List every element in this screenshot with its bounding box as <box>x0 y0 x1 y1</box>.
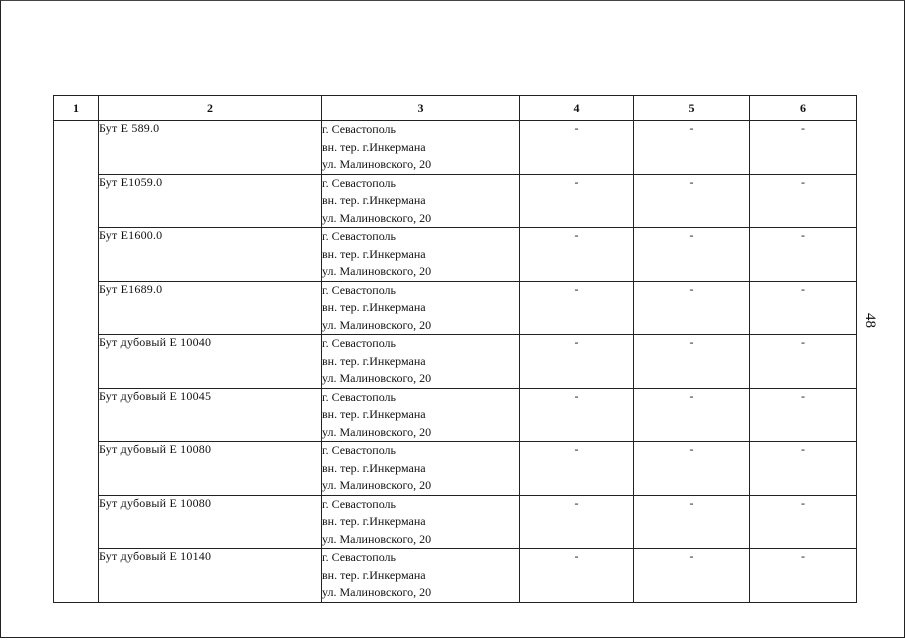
address-line: ул. Малиновского, 20 <box>322 157 432 171</box>
address-cell <box>322 442 520 496</box>
item-name-cell: Бут дубовый Е 10140 <box>99 549 322 603</box>
address-line: вн. тер. г.Инкермана <box>322 407 426 421</box>
address-cell <box>322 549 520 603</box>
table-row <box>54 442 857 496</box>
value-cell-6: - <box>750 442 857 496</box>
address-cell <box>322 121 520 175</box>
table-row <box>54 174 857 228</box>
address-line: г. Севастополь <box>322 550 397 564</box>
value-cell-4: - <box>520 442 634 496</box>
address-line: г. Севастополь <box>322 443 397 457</box>
table-row <box>54 388 857 442</box>
address-line: ул. Малиновского, 20 <box>322 478 432 492</box>
header-col-4: 4 <box>520 96 634 121</box>
address-cell <box>322 388 520 442</box>
address-cell <box>322 335 520 389</box>
address-line: вн. тер. г.Инкермана <box>322 567 426 582</box>
address-line: г. Севастополь <box>322 229 397 243</box>
header-col-1: 1 <box>54 96 99 121</box>
row-number-cell <box>54 121 99 603</box>
item-name-cell: Бут дубовый Е 10080 <box>99 442 322 496</box>
address-line: вн. тер. г.Инкермана <box>322 193 426 207</box>
value-cell-6: - <box>750 121 857 175</box>
item-name-cell: Бут дубовый Е 10080 <box>99 495 322 549</box>
address-line: вн. тер. г.Инкермана <box>322 300 426 314</box>
value-cell-6: - <box>750 549 857 603</box>
item-name-cell: Бут дубовый Е 10040 <box>99 335 322 389</box>
address-line: ул. Малиновского, 20 <box>322 371 432 385</box>
value-cell-4: - <box>520 174 634 228</box>
value-cell-5: - <box>634 174 750 228</box>
value-cell-6: - <box>750 228 857 282</box>
address-line: вн. тер. г.Инкермана <box>322 460 426 475</box>
table-row <box>54 495 857 549</box>
value-cell-4: - <box>520 335 634 389</box>
address-cell <box>322 228 520 282</box>
address-cell <box>322 495 520 549</box>
address-cell <box>322 174 520 228</box>
value-cell-5: - <box>634 228 750 282</box>
address-line: г. Севастополь <box>322 122 397 136</box>
item-name-cell: Бут Е1059.0 <box>99 174 322 228</box>
value-cell-5: - <box>634 549 750 603</box>
address-line: вн. тер. г.Инкермана <box>322 353 426 368</box>
inventory-table <box>53 95 857 603</box>
table-row <box>54 121 857 175</box>
address-line: ул. Малиновского, 20 <box>322 264 432 278</box>
address-line: ул. Малиновского, 20 <box>322 317 432 332</box>
value-cell-5: - <box>634 442 750 496</box>
address-line: вн. тер. г.Инкермана <box>322 139 426 154</box>
address-line: г. Севастополь <box>322 282 397 297</box>
value-cell-4: - <box>520 549 634 603</box>
address-line: ул. Малиновского, 20 <box>322 424 432 439</box>
value-cell-6: - <box>750 495 857 549</box>
value-cell-6: - <box>750 281 857 335</box>
item-name-cell: Бут Е 589.0 <box>99 121 322 175</box>
address-line: ул. Малиновского, 20 <box>322 210 432 225</box>
address-line: г. Севастополь <box>322 336 397 350</box>
value-cell-4: - <box>520 121 634 175</box>
address-line: ул. Малиновского, 20 <box>322 585 432 599</box>
value-cell-5: - <box>634 121 750 175</box>
value-cell-5: - <box>634 281 750 335</box>
header-col-2: 2 <box>99 96 322 121</box>
value-cell-4: - <box>520 495 634 549</box>
header-col-5: 5 <box>634 96 750 121</box>
value-cell-6: - <box>750 335 857 389</box>
address-line: г. Севастополь <box>322 389 397 404</box>
value-cell-5: - <box>634 388 750 442</box>
value-cell-4: - <box>520 281 634 335</box>
value-cell-5: - <box>634 495 750 549</box>
value-cell-6: - <box>750 388 857 442</box>
value-cell-5: - <box>634 335 750 389</box>
address-line: г. Севастополь <box>322 175 397 190</box>
table-row <box>54 549 857 603</box>
item-name-cell: Бут дубовый Е 10045 <box>99 388 322 442</box>
table-row <box>54 335 857 389</box>
address-line: ул. Малиновского, 20 <box>322 531 432 546</box>
address-line: г. Севастополь <box>322 496 397 511</box>
value-cell-6: - <box>750 174 857 228</box>
address-cell <box>322 281 520 335</box>
item-name-cell: Бут Е1600.0 <box>99 228 322 282</box>
page-number: 48 <box>862 313 878 328</box>
value-cell-4: - <box>520 228 634 282</box>
header-col-3: 3 <box>322 96 520 121</box>
table-row <box>54 228 857 282</box>
address-line: вн. тер. г.Инкермана <box>322 514 426 528</box>
value-cell-4: - <box>520 388 634 442</box>
item-name-cell: Бут Е1689.0 <box>99 281 322 335</box>
address-line: вн. тер. г.Инкермана <box>322 246 426 261</box>
table-header-row <box>54 96 857 121</box>
header-col-6: 6 <box>750 96 857 121</box>
table-row <box>54 281 857 335</box>
